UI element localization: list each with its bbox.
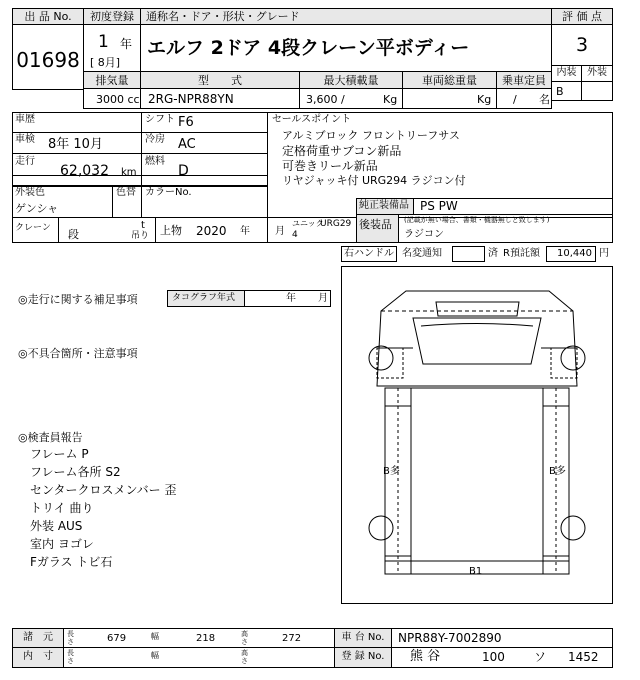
shift-value: F6: [178, 115, 194, 130]
max-load-unit: Kg: [383, 93, 398, 106]
plate-number: 1452: [568, 650, 599, 664]
right-damage-mark: B多: [549, 466, 566, 477]
crane-year-unit: 年: [240, 226, 250, 237]
interior-label: 内装: [556, 67, 577, 78]
chassis-label: 車 台 No.: [341, 632, 385, 643]
model-value: 2RG-NPR88YN: [148, 92, 234, 106]
sales-point-line: 可巻きリール新品: [282, 159, 378, 173]
vehicle-name: エルフ 2ドア 4段クレーン平ボディー: [147, 37, 470, 59]
mileage-label: 走行: [15, 156, 35, 167]
cab-outline: [377, 291, 577, 386]
tacho-year-unit: 年: [286, 293, 296, 304]
inspector-line: フレーム P: [30, 447, 89, 461]
capacity-unit: 名: [539, 93, 550, 106]
defects-label: ◎不具合箇所・注意事項: [18, 347, 138, 360]
aftermarket-value: ラジコン: [404, 229, 444, 240]
inner-dims-label: 内 寸: [23, 651, 53, 662]
mileage-unit: km: [121, 167, 137, 178]
gross-weight-unit: Kg: [477, 93, 492, 106]
plate-class: 100: [482, 650, 505, 664]
equipment-value: PS PW: [420, 199, 458, 213]
deck-floor: [411, 388, 543, 574]
crane-upper-label: 上物: [160, 224, 182, 237]
mileage-value: 62,032: [60, 163, 109, 179]
max-load-label: 最大積載量: [323, 74, 379, 87]
reg-month: [ 8月]: [90, 56, 121, 69]
rear-damage-mark: B1: [469, 566, 483, 577]
crane-stage-unit: 段: [68, 228, 79, 241]
unic-value: 4: [292, 230, 298, 240]
sales-point-line: アルミブロック フロントリーフサス: [282, 129, 460, 142]
width-value: 218: [196, 633, 216, 644]
equipment-label: 純正装備品: [359, 200, 409, 211]
crane-ton-unit: t: [141, 220, 145, 231]
plate-kana: ソ: [534, 650, 547, 664]
exterior-label: 外装: [587, 67, 607, 78]
name-change-label: 名変通知: [402, 248, 442, 259]
cab-roof-panel: [436, 302, 519, 316]
rear-right-wheel: [561, 516, 585, 540]
height-value: 272: [282, 633, 302, 644]
inspector-line: Fガラス トビ石: [30, 555, 113, 569]
displacement-value: 3000 cc: [96, 93, 140, 106]
recycle-label: R預託額: [503, 248, 540, 259]
lot-label: 出 品 No.: [24, 10, 72, 23]
color-change-label: 色替: [116, 187, 136, 198]
recycle-unit: 円: [599, 248, 609, 259]
inner-height-label: 高さ: [241, 649, 248, 665]
sales-point-label: セールスポイント: [272, 114, 352, 125]
aftermarket-label: 後装品: [359, 218, 392, 231]
ac-label: 冷房: [145, 134, 165, 145]
front-left-wheel: [369, 346, 393, 370]
first-registration-label: 初度登録: [90, 10, 134, 23]
grade-label: 評 価 点: [562, 10, 602, 23]
color-number-label: カラーNo.: [145, 187, 192, 198]
footer-label-divider: [12, 647, 64, 648]
handle-value: 右ハンドル: [344, 248, 394, 259]
sales-point-line: リヤジャッキ付 URG294 ラジコン付: [282, 174, 466, 187]
gross-weight-label: 車両総重量: [422, 74, 477, 87]
inspector-line: センタークロスメンバー 歪: [30, 483, 177, 497]
sales-point-line: 定格荷重サブコン新品: [282, 144, 402, 158]
footer-table: [12, 628, 613, 668]
chassis-label-divider: [334, 647, 392, 648]
right-door-panel: [551, 348, 577, 378]
plate-area: 熊 谷: [410, 649, 441, 664]
inspection-label: 車検: [15, 134, 35, 145]
title-label: 通称名・ドア・形状・グレード: [146, 10, 300, 23]
reg-year-unit: 年: [120, 37, 133, 51]
model-label: 型 式: [198, 74, 242, 87]
displacement-label: 排気量: [95, 74, 129, 87]
overall-grade: 3: [575, 34, 589, 56]
length-value: 679: [107, 633, 127, 644]
inspector-report-label: ◎検査員報告: [18, 431, 83, 444]
height-label: 高さ: [241, 630, 248, 646]
deck-outline: [385, 388, 569, 574]
fuel-label: 燃料: [145, 156, 165, 167]
lot-number: 01698: [16, 48, 80, 72]
chassis-number: NPR88Y-7002890: [398, 631, 502, 645]
truck-diagram: [341, 266, 613, 604]
crane-label: クレーン: [15, 223, 51, 233]
specs-label: 諸 元: [23, 632, 53, 643]
fuel-value: D: [178, 163, 189, 179]
left-damage-mark: B多: [383, 466, 400, 477]
details-row-line-2: [12, 175, 268, 186]
capacity-label: 乗車定員: [502, 74, 546, 87]
inner-length-label: 長さ: [67, 649, 74, 665]
front-right-wheel: [561, 346, 585, 370]
windshield-curve: [421, 324, 533, 327]
capacity-value: /: [513, 93, 517, 106]
max-load-value: 3,600 /: [306, 93, 345, 106]
crane-month-unit: 月: [275, 226, 285, 237]
recycle-value: 10,440: [557, 248, 592, 259]
ext-color-label: 外装色: [15, 187, 45, 198]
name-change-box: [452, 246, 485, 262]
unic-model: URG29: [320, 219, 352, 229]
reg-no-label: 登 録 No.: [341, 651, 385, 662]
shift-label: シフト: [145, 114, 175, 125]
unic-label: ユニック: [292, 219, 324, 228]
rear-left-wheel: [369, 516, 393, 540]
inspector-line: 外装 AUS: [30, 519, 83, 533]
tacho-month-unit: 月: [318, 293, 328, 304]
footer-row-line: [12, 647, 613, 648]
crane-year: 2020: [196, 224, 227, 238]
ext-color-value: ゲンシャ: [15, 202, 59, 215]
aftermarket-note: (記載が無い場合、書類・機器無しと致します): [404, 216, 550, 224]
tacho-label: タコグラフ年式: [172, 293, 236, 303]
exterior-grade-cell: [581, 81, 613, 101]
inner-width-label: 幅: [151, 651, 159, 660]
left-door-panel: [377, 348, 403, 378]
inspector-line: フレーム各所 S2: [30, 465, 121, 479]
length-label: 長さ: [67, 630, 74, 646]
history-label: 車歴: [15, 114, 35, 125]
driving-notes-label: ◎走行に関する補足事項: [18, 293, 138, 306]
inspector-line: トリイ 曲り: [30, 501, 94, 515]
ac-value: AC: [178, 137, 196, 152]
crane-hook-unit: 吊り: [131, 231, 150, 241]
width-label: 幅: [151, 632, 159, 641]
reg-year: 1: [98, 32, 109, 52]
tax-label: 済: [488, 248, 498, 259]
inspector-line: 室内 ヨゴレ: [30, 537, 94, 551]
interior-grade: B: [556, 85, 564, 98]
inspection-value: 8年 10月: [48, 137, 103, 152]
